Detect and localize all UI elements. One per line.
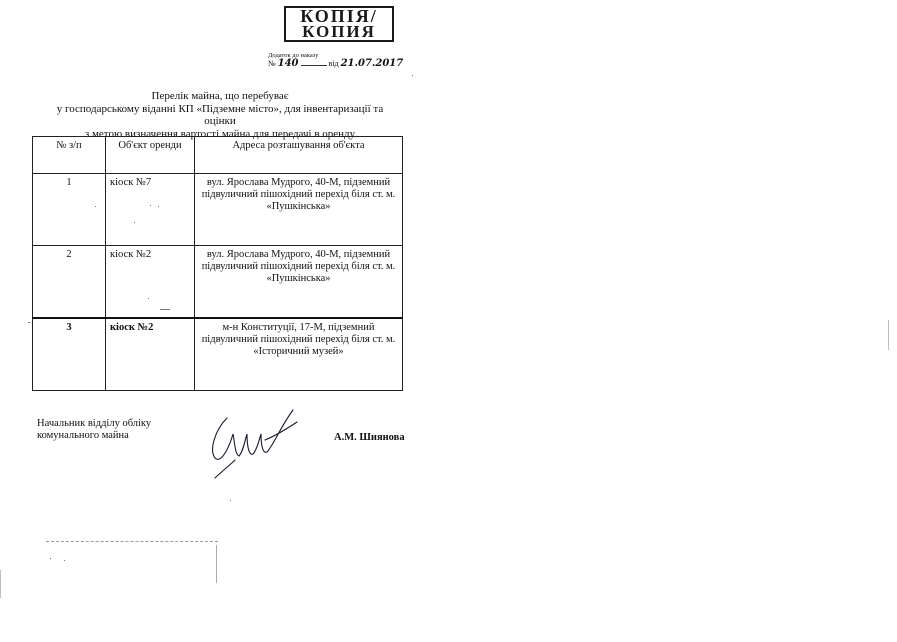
row-object: кіоск №7 [106, 174, 195, 246]
row-num: 3 [33, 318, 106, 391]
stamp-line-2: КОПИЯ [302, 22, 376, 41]
signatory-title [37, 418, 151, 442]
header-address: Адреса розташування об'єкта [195, 137, 403, 174]
table-row [33, 174, 403, 246]
table-header-row [33, 137, 403, 174]
row-num: 2 [33, 246, 106, 319]
stamp-line-1: КОПІЯ/ [300, 6, 378, 26]
signatory-name: А.М. Шиянова [334, 432, 405, 443]
row-address: вул. Ярослава Мудрого, 40-М, підземний підвуличний пішохідний перехід біля ст. м. «Пушкінська» [195, 174, 403, 246]
heading-line-2: у господарському віданні КП «Підземне місто», для інвентаризації та оцінки [56, 102, 384, 127]
addendum-number: 140 [277, 58, 299, 69]
header-num: № з/п [33, 137, 106, 174]
addendum-date-prefix: від [328, 59, 339, 68]
document-heading [40, 90, 400, 140]
addendum-note [268, 52, 403, 67]
row-object: кіоск №2 [106, 246, 195, 319]
table-row [33, 318, 403, 391]
copy-stamp [284, 6, 394, 42]
row-address: вул. Ярослава Мудрого, 40-М, підземний підвуличний пішохідний перехід біля ст. м. «Пушкінська» [195, 246, 403, 319]
addendum-ref [268, 60, 403, 67]
signatory-title-line-2: комунального майна [37, 430, 129, 441]
row-object: кіоск №2 [106, 318, 195, 391]
handwritten-signature [205, 400, 305, 480]
signatory-title-line-1: Начальник відділу обліку [37, 418, 152, 429]
property-table [32, 136, 403, 391]
addendum-date: 21.07.2017 [340, 58, 404, 69]
table-row [33, 246, 403, 319]
heading-line-1: Перелік майна, що перебуває [151, 90, 289, 102]
row-address: м-н Конституції, 17-М, підземний підвуличний пішохідний перехід біля ст. м. «Історичний музей» [195, 318, 403, 391]
row-num: 1 [33, 174, 106, 246]
addendum-number-prefix: № [268, 59, 276, 68]
heading-line-3: з метою визначення вартості майна для передачі в оренду [84, 127, 356, 140]
header-object: Об'єкт оренди [106, 137, 195, 174]
addendum-label: Додаток до наказу [268, 52, 319, 59]
